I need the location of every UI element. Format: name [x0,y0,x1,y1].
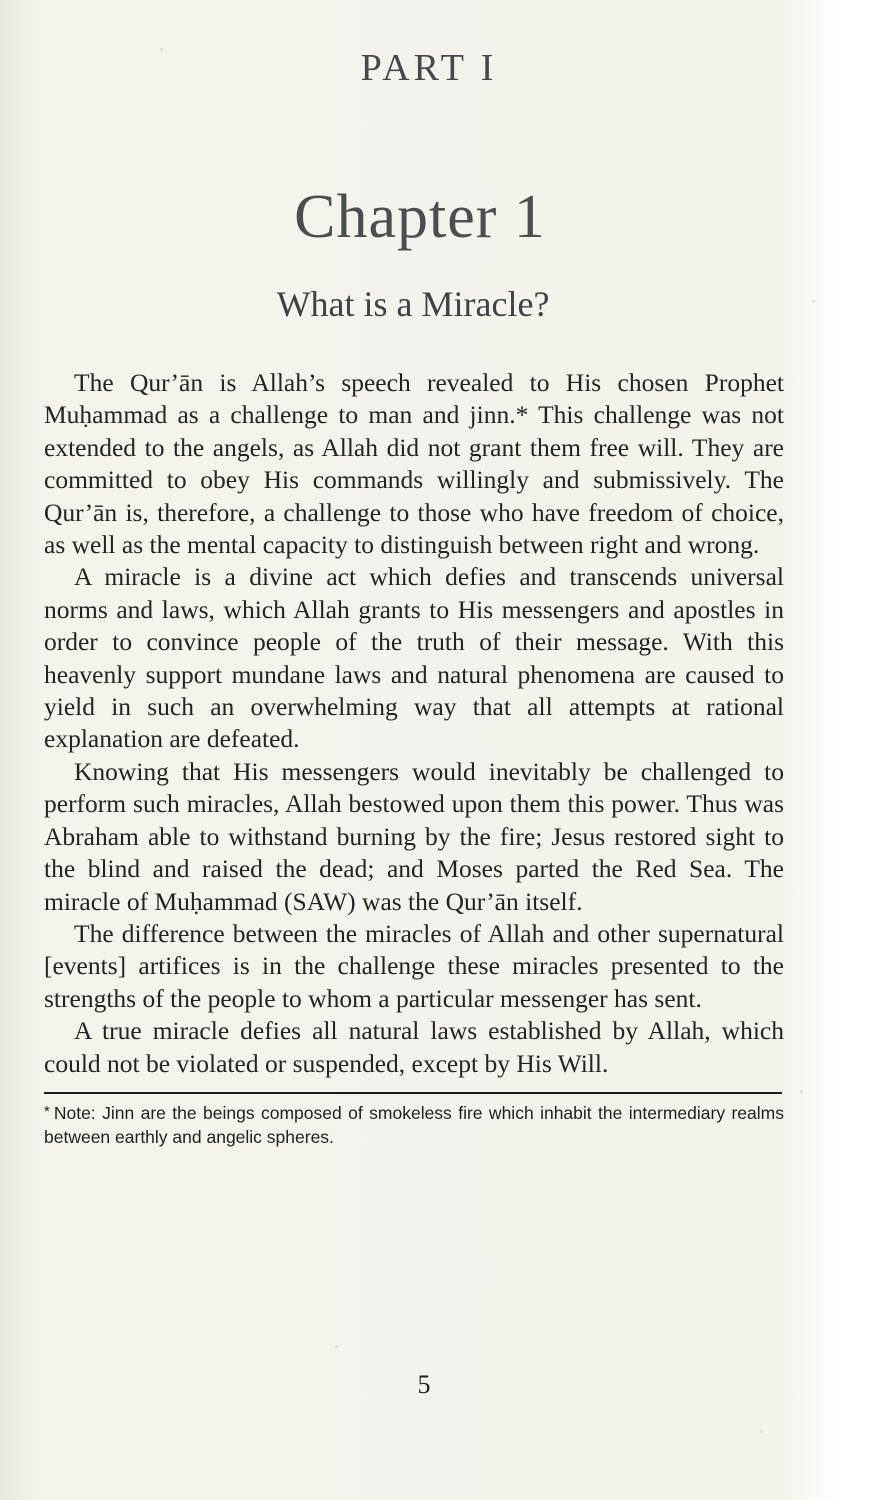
paragraph: The Qur’ān is Allah’s speech revealed to His chosen Prophet Muḥammad as a challenge to man and jinn.* This challenge was not extended to the angels, as Allah did not grant them free will. They are committed to obey His commands willingly and submissively. The Qur’ān is, therefore, a challenge to those who have freedom of choice, as well as the mental capacity to distinguish between right and wrong. [44,368,784,560]
paragraph: The difference between the miracles of Allah and other supernatural [events] artifices is in the challenge these miracles presented to the strengths of the people to whom a particular messenger has sent. [44,918,784,1013]
paragraph: Knowing that His messengers would inevitably be challenged to perform such miracles, Allah bestowed upon them this power. Thus was Abraham able to withstand burning by the fire; Jesus restored sight to the blind and raised the dead; and Moses parted the Red Sea. The miracle of Muḥammad (SAW) was the Qur’ān itself. [44,756,784,916]
paragraph: A miracle is a divine act which defies and transcends universal norms and laws, which Allah grants to His messengers and apostles in order to convince people of the truth of their message. With this heavenly support mundane laws and natural phenomena are caused to yield in such an overwhelming way that all attempts at rational explanation are defeated. [44,562,784,754]
part-title: PART I [360,47,498,89]
footnote-divider [44,1092,782,1094]
footnote-text: Note: Jinn are the beings composed of smokeless fire which inhabit the intermediary realms between earthly and angelic spheres. [44,1102,784,1147]
page-number: 5 [417,1370,431,1399]
footnote [44,1100,784,1149]
footnote-marker: * [44,1102,50,1120]
chapter-title: Chapter 1 [294,183,546,251]
chapter-subtitle: What is a Miracle? [276,284,550,324]
paragraph: A true miracle defies all natural laws established by Allah, which could not be violated or suspended, except by His Will. [44,1016,784,1078]
body-text [28,367,784,1080]
